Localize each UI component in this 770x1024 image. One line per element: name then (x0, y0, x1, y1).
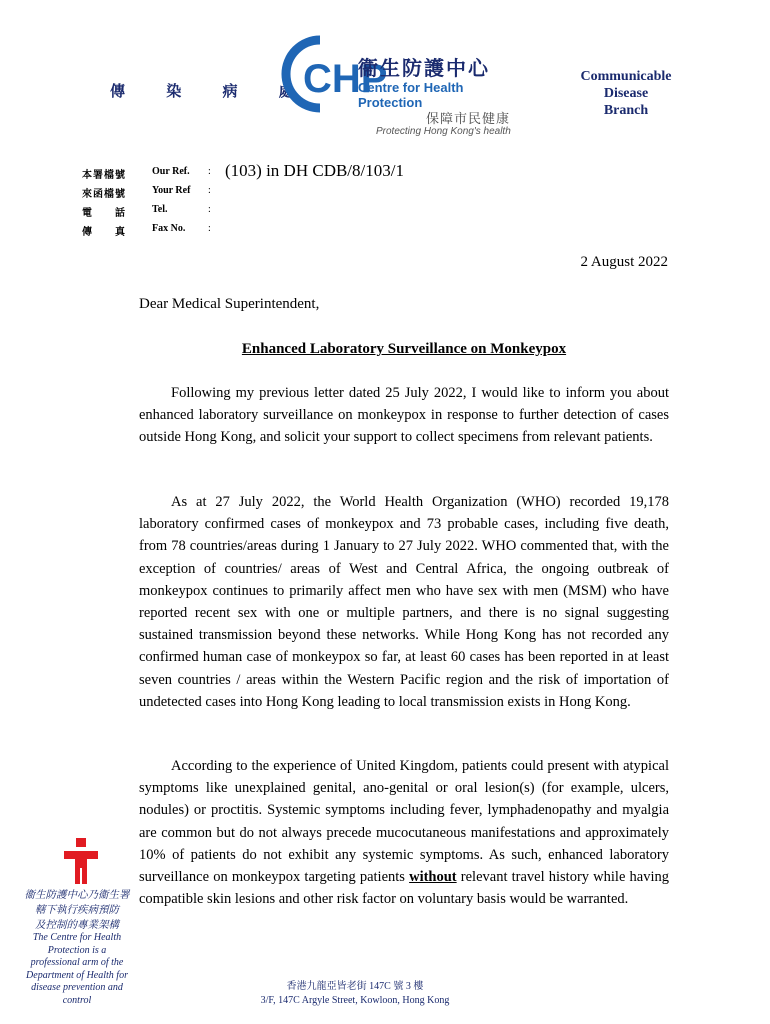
footer-address-chinese: 香港九龍亞皆老街 147C 號 3 樓 (286, 981, 424, 992)
ref-label-cn: 本署檔號 (82, 170, 126, 181)
side-en-line: control (62, 994, 92, 1006)
paragraph-text: As at 27 July 2022, the World Health Organization (WHO) recorded 19,178 laboratory confirmed cases of monkeypox and 73 probable cases, including five death, from 78 countries/areas during 1 January to 27 July 2022. WHO commented that, with the exception of countries/ areas of West and Central Africa, the ongoing outbreak of monkeypox continues to primarily affect men who have sex with men (MSM) who have reported recent sex with one or multiple partners, and there is no signal suggesting sustained transmission beyond these networks. While Hong Kong has not recorded any confirmed human case of monkeypox so far, at least 60 cases has been reported in at least seven countries / areas within the Western Pacific region and the risk of importation of undetected cases into Hong Kong leading to local transmission exists in Hong Kong. (139, 494, 669, 710)
ref-label-en: Tel. (152, 204, 168, 215)
side-cn-line: 衞生防護中心乃衞生署 (24, 889, 130, 901)
side-description-english (20, 932, 134, 1007)
ref-label-en: Our Ref. (152, 166, 190, 177)
ref-label-cn: 傳 真 (82, 227, 126, 238)
ref-value: (103) in DH CDB/8/103/1 (225, 161, 404, 180)
salutation: Dear Medical Superintendent, (139, 296, 320, 312)
logo-chinese-name: 衞生防護中心 (358, 56, 490, 80)
paragraph-text (139, 755, 669, 910)
footer-address (140, 980, 570, 1008)
chp-logo-letters: CHP (303, 57, 388, 101)
ref-label-en: Fax No. (152, 223, 186, 234)
branch-name (566, 68, 686, 119)
letter-date: 2 August 2022 (580, 254, 668, 270)
paragraph-text: Following my previous letter dated 25 July 2022, I would like to inform you about enhanced laboratory surveillance on monkeypox in response to further detection of cases outside Hong Kong, and solicit your support to collect specimens from relevant patients. (139, 385, 669, 446)
ref-label-cn: 來函檔號 (82, 189, 126, 200)
side-en-line: disease prevention and (31, 982, 123, 993)
ref-label-en: Your Ref (152, 185, 191, 196)
department-chinese-name: 傳 染 病 處 (110, 82, 312, 100)
side-en-line: Department of Health for (26, 969, 128, 981)
ref-label-cn: 電 話 (82, 208, 126, 219)
paragraph-3 (139, 755, 669, 910)
paragraph-2 (139, 491, 669, 713)
chp-human-emblem-icon (62, 838, 100, 884)
side-en-line: Protection is a (47, 944, 107, 956)
branch-line: Disease (603, 86, 649, 101)
footer-address-english: 3/F, 147C Argyle Street, Kowloon, Hong Kong (260, 995, 450, 1006)
emphasis-without: without (409, 869, 457, 886)
logo-english-name: Centre for Health Protection (358, 80, 464, 110)
side-description-chinese (20, 888, 134, 933)
chp-logo-icon (278, 34, 388, 114)
ref-colon: : (208, 204, 211, 215)
motto-chinese: 保障市民健康 (426, 112, 511, 127)
ref-colon: : (208, 223, 211, 234)
side-en-line: professional arm of the (30, 957, 124, 968)
side-en-line: The Centre for Health (32, 932, 122, 943)
branch-line: Communicable (580, 69, 672, 84)
paragraph-text-part: relevant travel history while having compatible skin lesions and other risk factor on voluntary basis would be warranted. (139, 869, 669, 908)
motto-english: Protecting Hong Kong's health (376, 126, 511, 137)
side-cn-line: 及控制的專業架構 (35, 919, 119, 931)
side-cn-line: 轄下執行疾病預防 (35, 904, 119, 916)
paragraph-1 (139, 382, 669, 449)
branch-line: Branch (603, 103, 649, 118)
paragraph-text-part: According to the experience of United Kingdom, patients could present with atypical symptoms like unexplained genital, ano-genital or oral lesion(s) (for example, ulcers, nodules) or proctitis. Systemic symptoms including fever, lymphadenopathy and myalgia are common but do not always precede mucocutaneous manifestations and approximately 10% of patients do not exhibit any systemic symptoms. As such, enhanced laboratory surveillance on monkeypox targeting patients (139, 758, 669, 886)
ref-colon: : (208, 166, 211, 177)
letter-subject: Enhanced Laboratory Surveillance on Monkeypox (241, 341, 567, 357)
ref-colon: : (208, 185, 211, 196)
